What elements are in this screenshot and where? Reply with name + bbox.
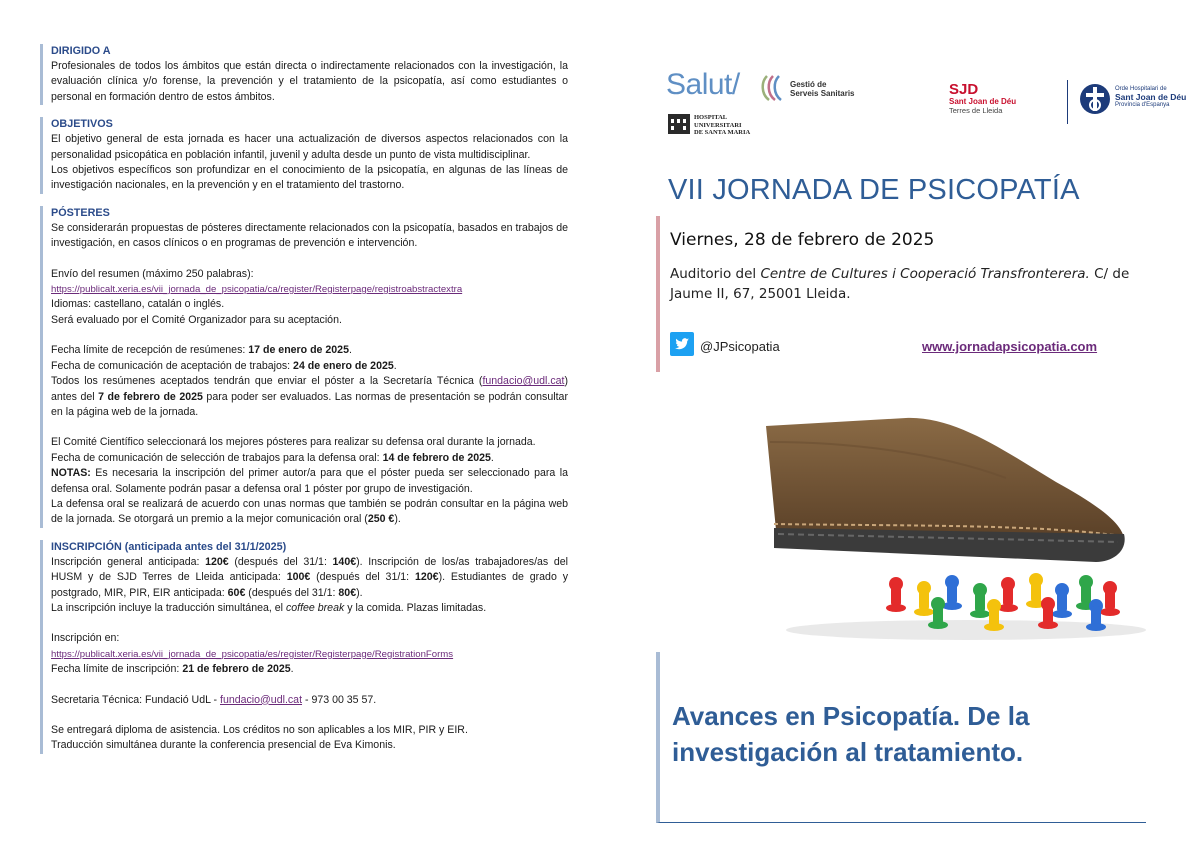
fecha-limite: Fecha límite de inscripción: 21 de febrero de 2025.: [51, 663, 294, 676]
fecha-aceptacion: Fecha de comunicación de aceptación de trabajos: 24 de enero de 2025.: [51, 359, 397, 372]
left-column: [40, 44, 568, 766]
section-title: DIRIGIDO A: [51, 45, 111, 57]
logo-divider: [1067, 80, 1068, 124]
subtitle-box: [656, 652, 1146, 823]
posteres-intro: Se considerarán propuestas de pósteres directamente relacionados con la psicopatía, basados en trabajos de investigación, en casos clínicos o en programas de prevención e intervención.: [51, 221, 568, 250]
inscripcion-en: Inscripción en:: [51, 632, 120, 645]
secretaria: Secretaria Técnica: Fundació UdL - fundacio@udl.cat - 973 00 35 57.: [51, 693, 377, 706]
objetivos-general: El objetivo general de esta jornada es hacer una actualización de diversos aspectos relacionados con la personalidad psicopática en población infantil, juvenil y adulta desde un punto de vista multidisciplinar.: [51, 133, 568, 161]
traduccion: Traducción simultánea durante la conferencia presencial de Eva Kimonis.: [51, 739, 396, 752]
section-title: OBJETIVOS: [51, 118, 113, 131]
section-dirigido: [40, 44, 568, 105]
website-link[interactable]: www.jornadapsicopatia.com: [922, 339, 1098, 354]
hospital-building-icon: [668, 114, 690, 134]
section-title: INSCRIPCIÓN (anticipada antes del 31/1/2025): [51, 540, 287, 553]
objetivos-especificos: Los objetivos específicos son profundizar en el conocimiento de la psicopatía, en algunas de las líneas de investigación nacionales, en la prevención y en el tratamiento del trastorno.: [51, 164, 568, 192]
gss-swirl-icon: [761, 72, 789, 104]
event-date: Viernes, 28 de febrero de 2025: [670, 230, 935, 250]
orden-hospitalaria-logo: Orde Hospitalari de Sant Joan de Déu Província d'Espanya: [1079, 82, 1111, 121]
idiomas: Idiomas: castellano, catalán o inglés.: [51, 298, 225, 311]
logos-row: [666, 68, 1187, 148]
event-subtitle: Avances en Psicopatía. De la investigación al tratamiento.: [672, 701, 1030, 767]
salut-logo: Salut/: [666, 68, 740, 101]
event-title: VII JORNADA DE PSICOPATÍA: [668, 174, 1080, 206]
evaluado: Será evaluado por el Comité Organizador para su aceptación.: [51, 313, 342, 326]
envio-label: Envío del resumen (máximo 250 palabras):: [51, 267, 254, 280]
twitter-icon[interactable]: [670, 332, 694, 356]
fecha-seleccion: Fecha de comunicación de selección de trabajos para la defensa oral: 14 de febrero de 2025.: [51, 451, 494, 464]
diploma: Se entregará diploma de asistencia. Los créditos no son aplicables a los MIR, PIR y EIR.: [51, 724, 468, 736]
abstract-link[interactable]: https://publicalt.xeria.es/vii_jornada_de_psicopatia/ca/register/Registerpage/registroabstractextra: [51, 284, 463, 296]
event-info: [656, 216, 1170, 372]
dirigido-text: Profesionales de todos los ámbitos que están directa o indirectamente relacionados con la investigación, la evaluación clínica y/o forense, la prevención y el tratamiento de la psicopatía, así como estudiantes o personal en formación dentro de estos ámbitos.: [51, 60, 568, 103]
fecha-recepcion: Fecha límite de recepción de resúmenes: 17 de enero de 2025.: [51, 344, 352, 357]
section-posteres: [40, 206, 568, 528]
right-column: [620, 0, 1200, 849]
registration-link[interactable]: https://publicalt.xeria.es/vii_jornada_de_psicopatia/es/register/Registerpage/RegistrationForms: [51, 648, 454, 660]
incluye: La inscripción incluye la traducción simultánea, el coffee break y la comida. Plazas limitadas.: [51, 601, 487, 614]
event-address: Auditorio del Centre de Cultures i Cooperació Transfronterera. C/ de Jaume II, 67, 25001 Lleida.: [670, 266, 1130, 302]
section-objetivos: [40, 117, 568, 194]
envio-poster: Todos los resúmenes aceptados tendrán que enviar el póster a la Secretaría Técnica (fundacio@udl.cat) antes del 7 de febrero de 2025 para poder ser evaluados. Las normas de presentación se podrán consultar en la página web de la jornada.: [51, 375, 568, 418]
precios: Inscripción general anticipada: 120€ (después del 31/1: 140€). Inscripción de los/as trabajadores/as del HUSM y de SJD Terres de Lleida anticipada: 100€ (después del 31/1: 120€). Estudiantes de grado y postgrado, MIR, PIR, EIR anticipada: 60€ (después del 31/1: 80€).: [51, 555, 569, 599]
emblem-icon: [1079, 82, 1111, 116]
section-inscripcion: [40, 540, 568, 754]
boot-stepping-on-pawns-image: [756, 412, 1156, 652]
notas: NOTAS: Es necesaria la inscripción del primer autor/a para que el póster pueda ser seleccionado para la defensa oral. Solamente podrán pasar a defensa oral 1 póster por grupo de investigación.: [51, 467, 568, 495]
husm-text: HOSPITAL UNIVERSITARI DE SANTA MARIA: [694, 114, 751, 136]
comite: El Comité Científico seleccionará los mejores pósteres para realizar su defensa oral durante la jornada.: [51, 436, 536, 449]
defensa-oral: La defensa oral se realizará de acuerdo con unas normas que también se podrán consultar en la página web de la jornada. Se otorgará un premio a la mejor comunicación oral (250 €).: [51, 497, 568, 526]
section-title: PÓSTERES: [51, 206, 110, 219]
twitter-handle[interactable]: @JPsicopatia: [700, 339, 780, 354]
gss-text: Gestió de Serveis Sanitaris: [790, 80, 855, 98]
social-row: [670, 332, 1160, 360]
email-link[interactable]: fundacio@udl.cat: [482, 375, 565, 388]
sjd-logo: SJD Sant Joan de Déu Terres de Lleida: [949, 81, 1017, 115]
email-link[interactable]: fundacio@udl.cat: [220, 693, 303, 706]
